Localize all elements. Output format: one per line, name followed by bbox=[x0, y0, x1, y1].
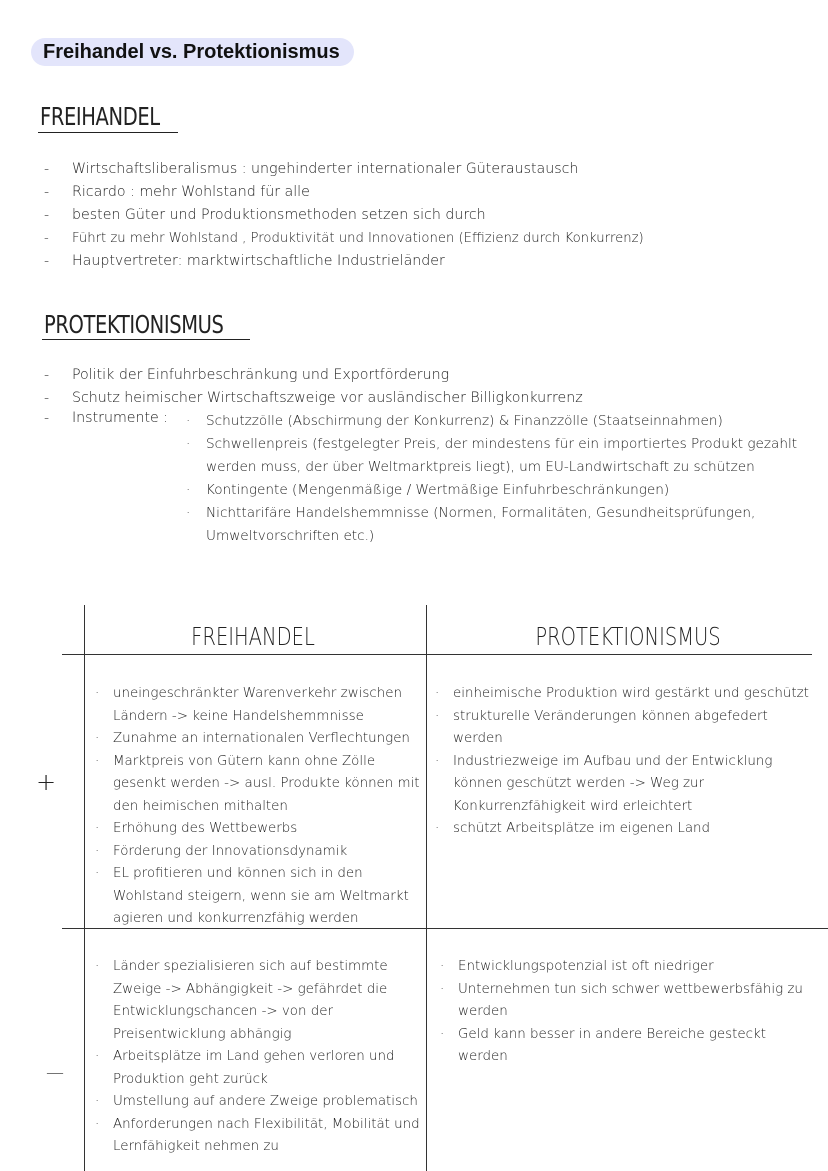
list-item-text: Industriezweige im Aufbau und der Entwicklung können geschützt werden -> Weg zur Konkurrenzfähigkeit wird erleichtert bbox=[453, 753, 773, 814]
list-item: · Arbeitsplätze im Land gehen verloren und Produktion geht zurück bbox=[95, 1049, 395, 1087]
list-item: · Erhöhung des Wettbewerbs bbox=[95, 821, 298, 836]
list-item: · Nichttarifäre Handelshemmnisse (Normen, Formalitäten, Gesundheitsprüfungen, Umweltvorschriften etc.) bbox=[186, 505, 756, 544]
instruments-list bbox=[186, 410, 816, 548]
protektionismus-heading: PROTEKTIONISMUS bbox=[44, 310, 224, 339]
table-header-freihandel: FREIHANDEL bbox=[191, 622, 315, 651]
freihandel-heading-underline bbox=[38, 132, 178, 133]
instruments-dash: - bbox=[44, 410, 50, 426]
list-item-text: Kontingente (Mengenmäßige / Wertmäßige Einfuhrbeschränkungen) bbox=[206, 482, 670, 498]
list-item: · Zunahme an internationalen Verflechtungen bbox=[95, 731, 410, 746]
freihandel-list bbox=[44, 158, 812, 273]
list-item-text: Arbeitsplätze im Land gehen verloren und Produktion geht zurück bbox=[113, 1049, 395, 1087]
list-item: · Entwicklungspotenzial ist oft niedriger bbox=[440, 959, 714, 974]
list-item-text: uneingeschränkter Warenverkehr zwischen Ländern -> keine Handelshemmnisse bbox=[113, 686, 402, 724]
list-item-text: Nichttarifäre Handelshemmnisse (Normen, Formalitäten, Gesundheitsprüfungen, Umweltvorschriften etc.) bbox=[206, 505, 756, 544]
minus-protektionismus-cell bbox=[440, 956, 813, 1069]
list-item-text: Förderung der Innovationsdynamik bbox=[113, 843, 348, 859]
minus-sign: — bbox=[46, 1062, 64, 1083]
list-item: - Hauptvertreter: marktwirtschaftliche Industrieländer bbox=[44, 253, 445, 269]
list-item: · Kontingente (Mengenmäßige / Wertmäßige Einfuhrbeschränkungen) bbox=[186, 482, 670, 498]
list-item: · strukturelle Veränderungen können abgefedert werden bbox=[435, 708, 768, 746]
list-item: · EL profitieren und können sich in den Wohlstand steigern, wenn sie am Weltmarkt agieren und konkurrenzfähig werden bbox=[95, 866, 409, 926]
list-item: · Schutzzölle (Abschirmung der Konkurrenz) & Finanzzölle (Staatseinnahmen) bbox=[186, 413, 723, 429]
list-item-text: Marktpreis von Gütern kann ohne Zölle gesenkt werden -> ausl. Produkte können mit den heimischen mithalten bbox=[113, 753, 420, 814]
list-item-text: Hauptvertreter: marktwirtschaftliche Industrieländer bbox=[72, 253, 445, 269]
list-item: - Wirtschaftsliberalismus : ungehinderter internationaler Güteraustausch bbox=[44, 161, 579, 177]
list-item-text: Politik der Einfuhrbeschränkung und Exportförderung bbox=[72, 367, 450, 383]
list-item: · Unternehmen tun sich schwer wettbewerbsfähig zu werden bbox=[440, 981, 803, 1019]
list-item: - Führt zu mehr Wohlstand , Produktivität und Innovationen (Effizienz durch Konkurrenz) bbox=[44, 231, 644, 246]
list-item-text: strukturelle Veränderungen können abgefedert werden bbox=[453, 708, 768, 746]
list-item-text: schützt Arbeitsplätze im eigenen Land bbox=[453, 821, 711, 836]
list-item-text: Entwicklungspotenzial ist oft niedriger bbox=[458, 959, 714, 974]
protektionismus-heading-underline bbox=[42, 339, 250, 340]
list-item-text: Wirtschaftsliberalismus : ungehinderter internationaler Güteraustausch bbox=[72, 161, 579, 177]
list-item-text: Führt zu mehr Wohlstand , Produktivität und Innovationen (Effizienz durch Konkurrenz) bbox=[72, 231, 644, 246]
list-item: - besten Güter und Produktionsmethoden setzen sich durch bbox=[44, 207, 486, 223]
minus-freihandel-cell bbox=[95, 956, 423, 1159]
list-item: · einheimische Produktion wird gestärkt und geschützt bbox=[435, 686, 809, 701]
table-header-protektionismus: PROTEKTIONISMUS bbox=[535, 622, 721, 651]
table-vertical-left bbox=[84, 605, 85, 1171]
list-item-text: Ricardo : mehr Wohlstand für alle bbox=[72, 184, 310, 200]
list-item-text: Länder spezialisieren sich auf bestimmte Zweige -> Abhängigkeit -> gefährdet die Entwicklungschancen -> von der Preisentwicklung abhängig bbox=[113, 959, 388, 1042]
plus-sign: + bbox=[36, 768, 57, 796]
list-item-text: Geld kann besser in andere Bereiche gesteckt werden bbox=[458, 1026, 766, 1064]
list-item: · Länder spezialisieren sich auf bestimmte Zweige -> Abhängigkeit -> gefährdet die Entwicklungschancen -> von der Preisentwicklung abhängig bbox=[95, 959, 388, 1042]
list-item-text: Erhöhung des Wettbewerbs bbox=[113, 821, 298, 836]
list-item-text: EL profitieren und können sich in den Wohlstand steigern, wenn sie am Weltmarkt agieren und konkurrenzfähig werden bbox=[113, 866, 409, 926]
list-item-text: Umstellung auf andere Zweige problematisch bbox=[113, 1094, 418, 1109]
list-item-text: Zunahme an internationalen Verflechtungen bbox=[113, 731, 410, 746]
table-vertical-middle bbox=[426, 605, 427, 1171]
list-item-text: besten Güter und Produktionsmethoden setzen sich durch bbox=[72, 207, 486, 223]
list-item-text: Unternehmen tun sich schwer wettbewerbsfähig zu werden bbox=[458, 981, 803, 1019]
list-item-text: Schutz heimischer Wirtschaftszweige vor ausländischer Billigkonkurrenz bbox=[72, 390, 583, 406]
table-header-rule bbox=[62, 654, 812, 655]
protektionismus-list bbox=[44, 364, 812, 410]
list-item: · Marktpreis von Gütern kann ohne Zölle gesenkt werden -> ausl. Produkte können mit den heimischen mithalten bbox=[95, 753, 420, 814]
list-item: - Schutz heimischer Wirtschaftszweige vor ausländischer Billigkonkurrenz bbox=[44, 390, 583, 406]
instruments-label: Instrumente : bbox=[72, 410, 169, 426]
page-title: Freihandel vs. Protektionismus bbox=[31, 38, 354, 66]
list-item-text: Schwellenpreis (festgelegter Preis, der mindestens für ein importiertes Produkt gezahlt werden muss, der über Weltmarktpreis liegt), um EU-Landwirtschaft zu schützen bbox=[206, 436, 798, 475]
plus-freihandel-cell bbox=[95, 683, 423, 931]
list-item: · schützt Arbeitsplätze im eigenen Land bbox=[435, 821, 711, 836]
list-item: · Anforderungen nach Flexibilität, Mobilität und Lernfähigkeit nehmen zu bbox=[95, 1116, 420, 1154]
list-item: · Umstellung auf andere Zweige problematisch bbox=[95, 1094, 418, 1109]
list-item: · Geld kann besser in andere Bereiche gesteckt werden bbox=[440, 1026, 766, 1064]
list-item: · Schwellenpreis (festgelegter Preis, der mindestens für ein importiertes Produkt gezahlt werden muss, der über Weltmarktpreis liegt), um EU-Landwirtschaft zu schützen bbox=[186, 436, 798, 475]
list-item-text: Anforderungen nach Flexibilität, Mobilität und Lernfähigkeit nehmen zu bbox=[113, 1116, 420, 1154]
list-item-text: einheimische Produktion wird gestärkt und geschützt bbox=[453, 686, 809, 701]
list-item: - Ricardo : mehr Wohlstand für alle bbox=[44, 184, 310, 200]
list-item: - Politik der Einfuhrbeschränkung und Exportförderung bbox=[44, 367, 450, 383]
freihandel-heading: FREIHANDEL bbox=[40, 102, 160, 131]
list-item: · Förderung der Innovationsdynamik bbox=[95, 843, 348, 859]
list-item-text: Schutzzölle (Abschirmung der Konkurrenz) & Finanzzölle (Staatseinnahmen) bbox=[206, 413, 723, 429]
list-item: · Industriezweige im Aufbau und der Entwicklung können geschützt werden -> Weg zur Konkurrenzfähigkeit wird erleichtert bbox=[435, 753, 773, 814]
list-item: · uneingeschränkter Warenverkehr zwischen Ländern -> keine Handelshemmnisse bbox=[95, 686, 402, 724]
plus-protektionismus-cell bbox=[435, 683, 813, 841]
